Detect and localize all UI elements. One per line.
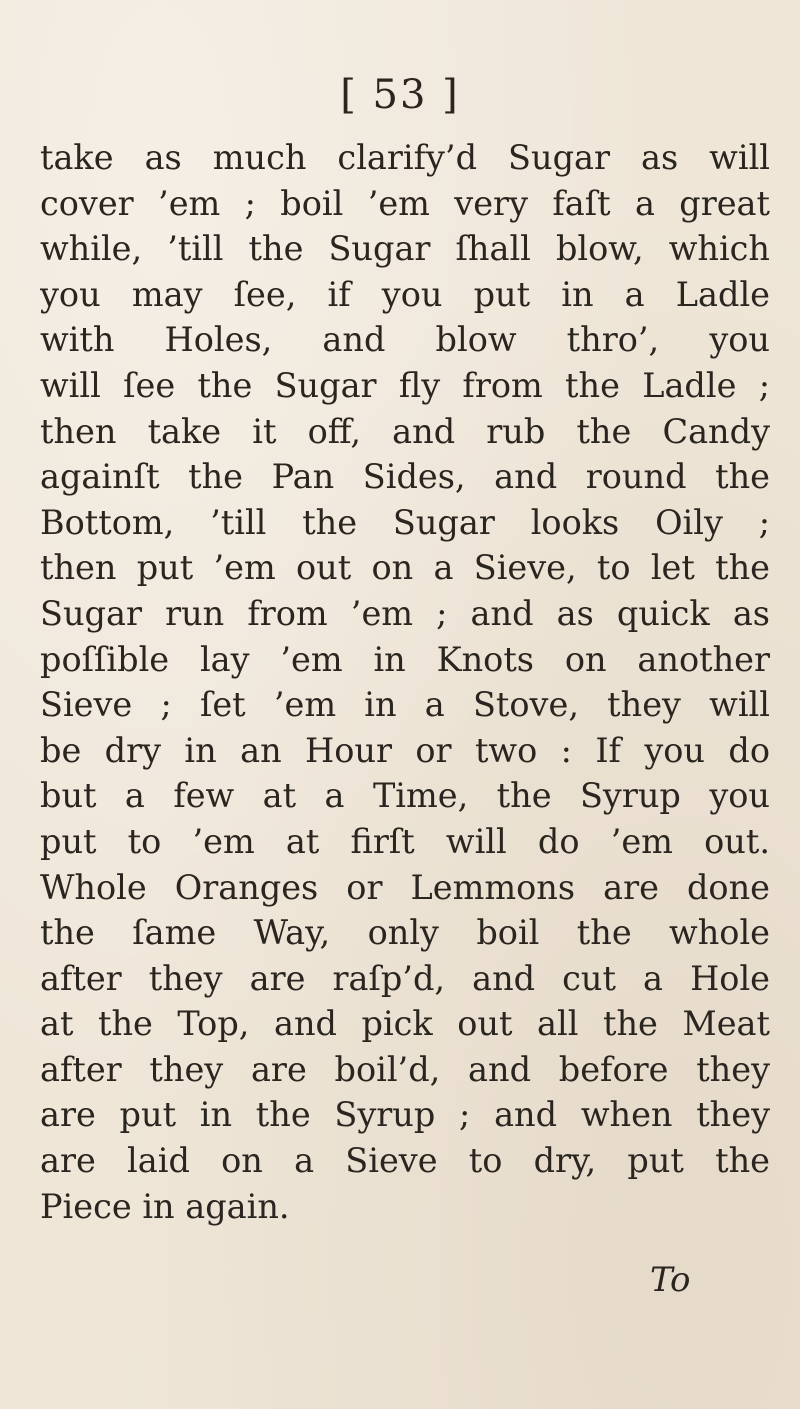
- text-line: will ſee the Sugar fly from the Ladle ;: [40, 365, 770, 405]
- text-line: you may ſee, if you put in a Ladle: [40, 274, 770, 314]
- text-line: while, ’till the Sugar ſhall blow, which: [40, 229, 770, 269]
- text-line: Sugar run from ’em ; and as quick as: [40, 593, 770, 633]
- text-line: Bottom, ’till the Sugar looks Oily ;: [40, 502, 770, 542]
- text-line: but a few at a Time, the Syrup you: [40, 776, 770, 816]
- text-line: cover ’em ; boil ’em very faſt a great: [40, 183, 770, 223]
- text-line: at the Top, and pick out all the Meat: [40, 1004, 770, 1044]
- text-line: take as much clarify’d Sugar as will: [40, 138, 770, 177]
- text-line: put to ’em at firſt will do ’em out.: [40, 821, 770, 861]
- page-number: [ 53 ]: [340, 72, 460, 118]
- text-line: Sieve ; ſet ’em in a Stove, they will: [40, 685, 770, 725]
- text-line: then take it off, and rub the Candy: [40, 411, 770, 451]
- text-line: againſt the Pan Sides, and round the: [40, 457, 770, 497]
- text-line: are laid on a Sieve to dry, put the: [40, 1141, 770, 1181]
- catchword: To: [650, 1260, 691, 1300]
- text-line: after they are raſp’d, and cut a Hole: [40, 958, 770, 998]
- text-line: be dry in an Hour or two : If you do: [40, 730, 770, 770]
- text-line: the ſame Way, only boil the whole: [40, 913, 770, 953]
- text-line: with Holes, and blow thro’, you: [40, 320, 770, 360]
- text-line: Piece in again.: [40, 1186, 290, 1226]
- text-line: Whole Oranges or Lemmons are done: [40, 867, 770, 907]
- text-line: are put in the Syrup ; and when they: [40, 1095, 770, 1135]
- text-line: poſſible lay ’em in Knots on another: [40, 639, 770, 679]
- body-text: [40, 135, 770, 1229]
- text-line: then put ’em out on a Sieve, to let the: [40, 548, 770, 588]
- text-line: after they are boil’d, and before they: [40, 1049, 770, 1089]
